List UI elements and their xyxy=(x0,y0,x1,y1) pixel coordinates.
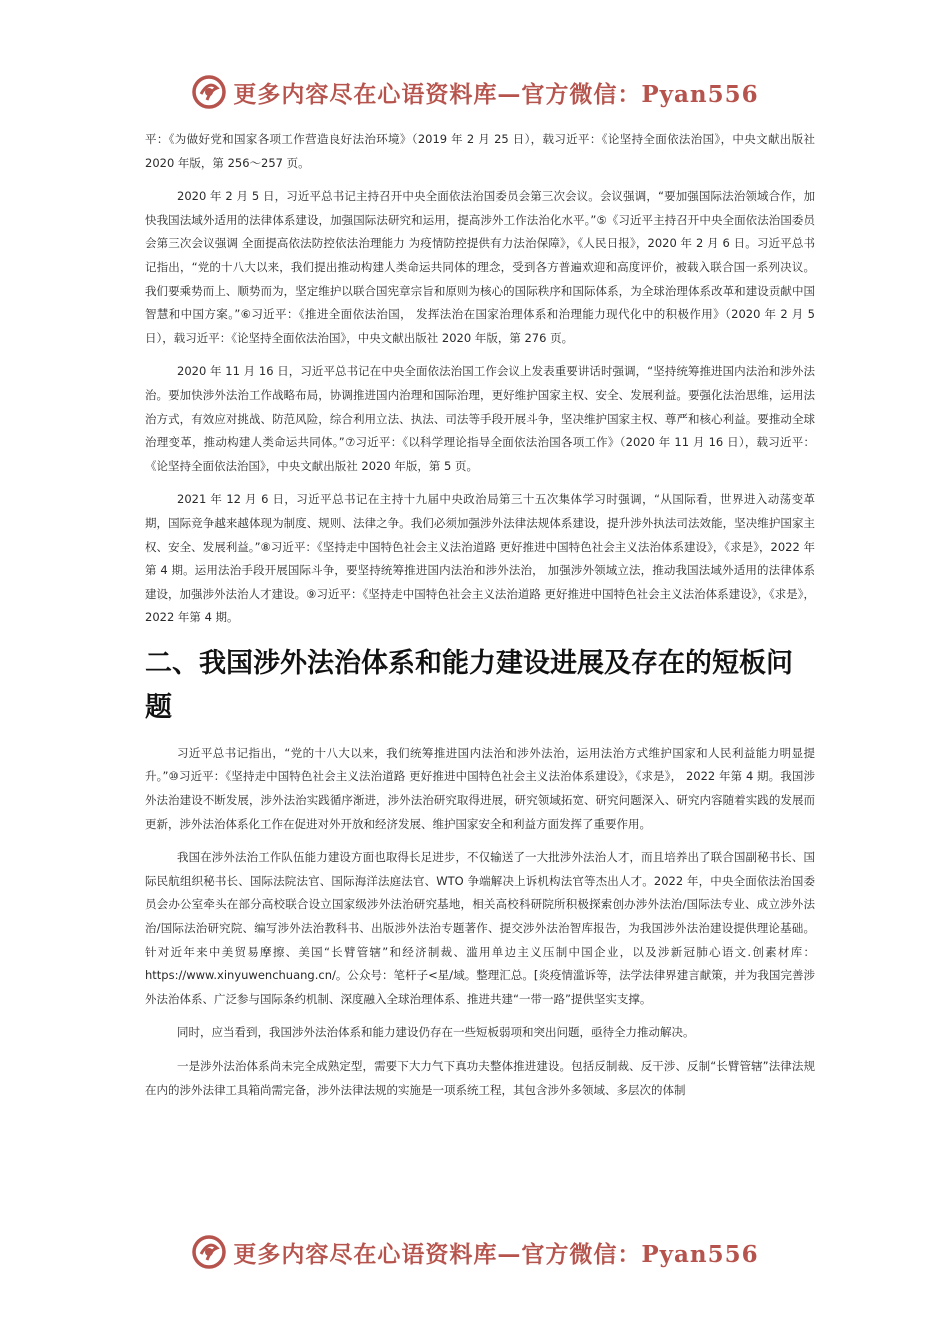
brush-seal-logo-icon xyxy=(191,1234,227,1270)
brush-seal-logo-icon xyxy=(191,74,227,110)
paragraph-bottom-2: 我国在涉外法治工作队伍能力建设方面也取得长足进步，不仅输送了一大批涉外法治人才，而且培养出了联合国副秘书长、国际民航组织秘书长、国际法院法官、国际海洋法庭法官、WTO 争端解决上诉机构法官等杰出人才。2022 年，中央全面依法治国委员会办公室牵头在部分高校联合设立国家级涉外法治研究基地，相关高校科研院所积极探索创办涉外法治/国际法专业、成立涉外法治/国际法治研究院、编写涉外法治教科书、出版涉外法治专题著作、提交涉外法治智库报告，为我国涉外法治建设提供理论基础。针对近年来中美贸易摩擦、美国“长臂管辖”和经济制裁、滥用单边主义压制中国企业，以及涉新冠肺心语文.创素材库：https://www.xinyuwenchuang.cn/。公众号：笔杆子<星/域。整理汇总。[炎疫情滥诉等，法学法律界建言献策，并为我国完善涉外法治体系、广泛参与国际条约机制、深度融入全球治理体系、推进共建“一带一路”提供坚实支撑。 xyxy=(145,850,815,1006)
banner-text: 更多内容尽在心语资料库—官方微信：Pyan556 xyxy=(233,80,759,108)
paragraph-top-4: 2021 年 12 月 6 日，习近平总书记在主持十九届中央政治局第三十五次集体学习时强调，“从国际看，世界进入动荡变革期，国际竞争越来越体现为制度、规则、法律之争。我们必须加强涉外法律法规体系建设，提升涉外执法司法效能，坚决维护国家主权、安全、发展利益。”⑧习近平：《坚持走中国特色社会主义法治道路 更好推进中国特色社会主义法治体系建设》，《求是》，2022 年第 4 期。运用法治手段开展国际斗争，要坚持统筹推进国内法治和涉外法治， 加强涉外领域立法，推动我国法域外适用的法律体系建设，加强涉外法治人才建设。⑨习近平：《坚持走中国特色社会主义法治道路 更好推进中国特色社会主义法治体系建设》，《求是》，2022 年第 4 期。 xyxy=(145,492,815,625)
paragraph-bottom-3: 同时，应当看到，我国涉外法治体系和能力建设仍存在一些短板弱项和突出问题，亟待全力推动解决。 xyxy=(177,1025,695,1040)
banner-text: 更多内容尽在心语资料库—官方微信：Pyan556 xyxy=(233,1240,759,1268)
document-body xyxy=(145,128,815,1112)
paragraph-top-3: 2020 年 11 月 16 日，习近平总书记在中央全面依法治国工作会议上发表重要讲话时强调，“坚持统筹推进国内法治和涉外法治。要加快涉外法治工作战略布局，协调推进国内治理和国际治理，更好维护国家主权、安全、发展利益。要强化法治思维，运用法治方式，有效应对挑战、防范风险，综合利用立法、执法、司法等手段开展斗争，坚决维护国家主权、尊严和核心利益。要推动全球治理变革，推动构建人类命运共同体。”⑦习近平：《以科学理论指导全面依法治国各项工作》（2020 年 11 月 16 日），载习近平：《论坚持全面依法治国》，中央文献出版社 2020 年版，第 5 页。 xyxy=(145,364,815,473)
paragraph-bottom-4: 一是涉外法治体系尚未完全成熟定型，需要下大力气下真功夫整体推进建设。包括反制裁、反干涉、反制“长臂管辖”法律法规在内的涉外法律工具箱尚需完备，涉外法律法规的实施是一项系统工程，其包含涉外多领域、多层次的体制 xyxy=(145,1059,815,1097)
section-heading: 二、我国涉外法治体系和能力建设进展及存在的短板问题 xyxy=(145,647,793,723)
paragraph-top-2: 2020 年 2 月 5 日，习近平总书记主持召开中央全面依法治国委员会第三次会议。会议强调，“要加强国际法治领域合作，加快我国法域外适用的法律体系建设，加强国际法研究和运用，提高涉外工作法治化水平。”⑤《习近平主持召开中央全面依法治国委员会第三次会议强调 全面提高依法防控依法治理能力 为疫情防控提供有力法治保障》，《人民日报》，2020 年 2 月 6 日。习近平总书记指出，“党的十八大以来，我们提出推动构建人类命运共同体的理念，受到各方普遍欢迎和高度评价，被载入联合国一系列决议。我们要乘势而上、顺势而为，坚定维护以联合国宪章宗旨和原则为核心的国际秩序和国际体系，为全球治理体系改革和建设贡献中国智慧和中国方案。”⑥习近平：《推进全面依法治国， 发挥法治在国家治理体系和治理能力现代化中的积极作用》（2020 年 2 月 5 日），载习近平：《论坚持全面依法治国》，中央文献出版社 2020 年版，第 276 页。 xyxy=(145,189,815,345)
header-banner xyxy=(0,72,950,112)
paragraph-bottom-1: 习近平总书记指出，“党的十八大以来，我们统筹推进国内法治和涉外法治，运用法治方式维护国家和人民利益能力明显提升。”⑩习近平：《坚持走中国特色社会主义法治道路 更好推进中国特色社会主义法治体系建设》，《求是》， 2022 年第 4 期。我国涉外法治建设不断发展，涉外法治实践循序渐进，涉外法治研究取得进展，研究领域拓宽、研究问题深入、研究内容随着实践的发展而更新，涉外法治体系化工作在促进对外开放和经济发展、维护国家安全和利益方面发挥了重要作用。 xyxy=(145,745,815,831)
paragraph-top-1: 平：《为做好党和国家各项工作营造良好法治环境》（2019 年 2 月 25 日），载习近平：《论坚持全面依法治国》，中央文献出版社 2020 年版，第 256～257 页。 xyxy=(145,132,815,170)
footer-banner xyxy=(0,1232,950,1272)
